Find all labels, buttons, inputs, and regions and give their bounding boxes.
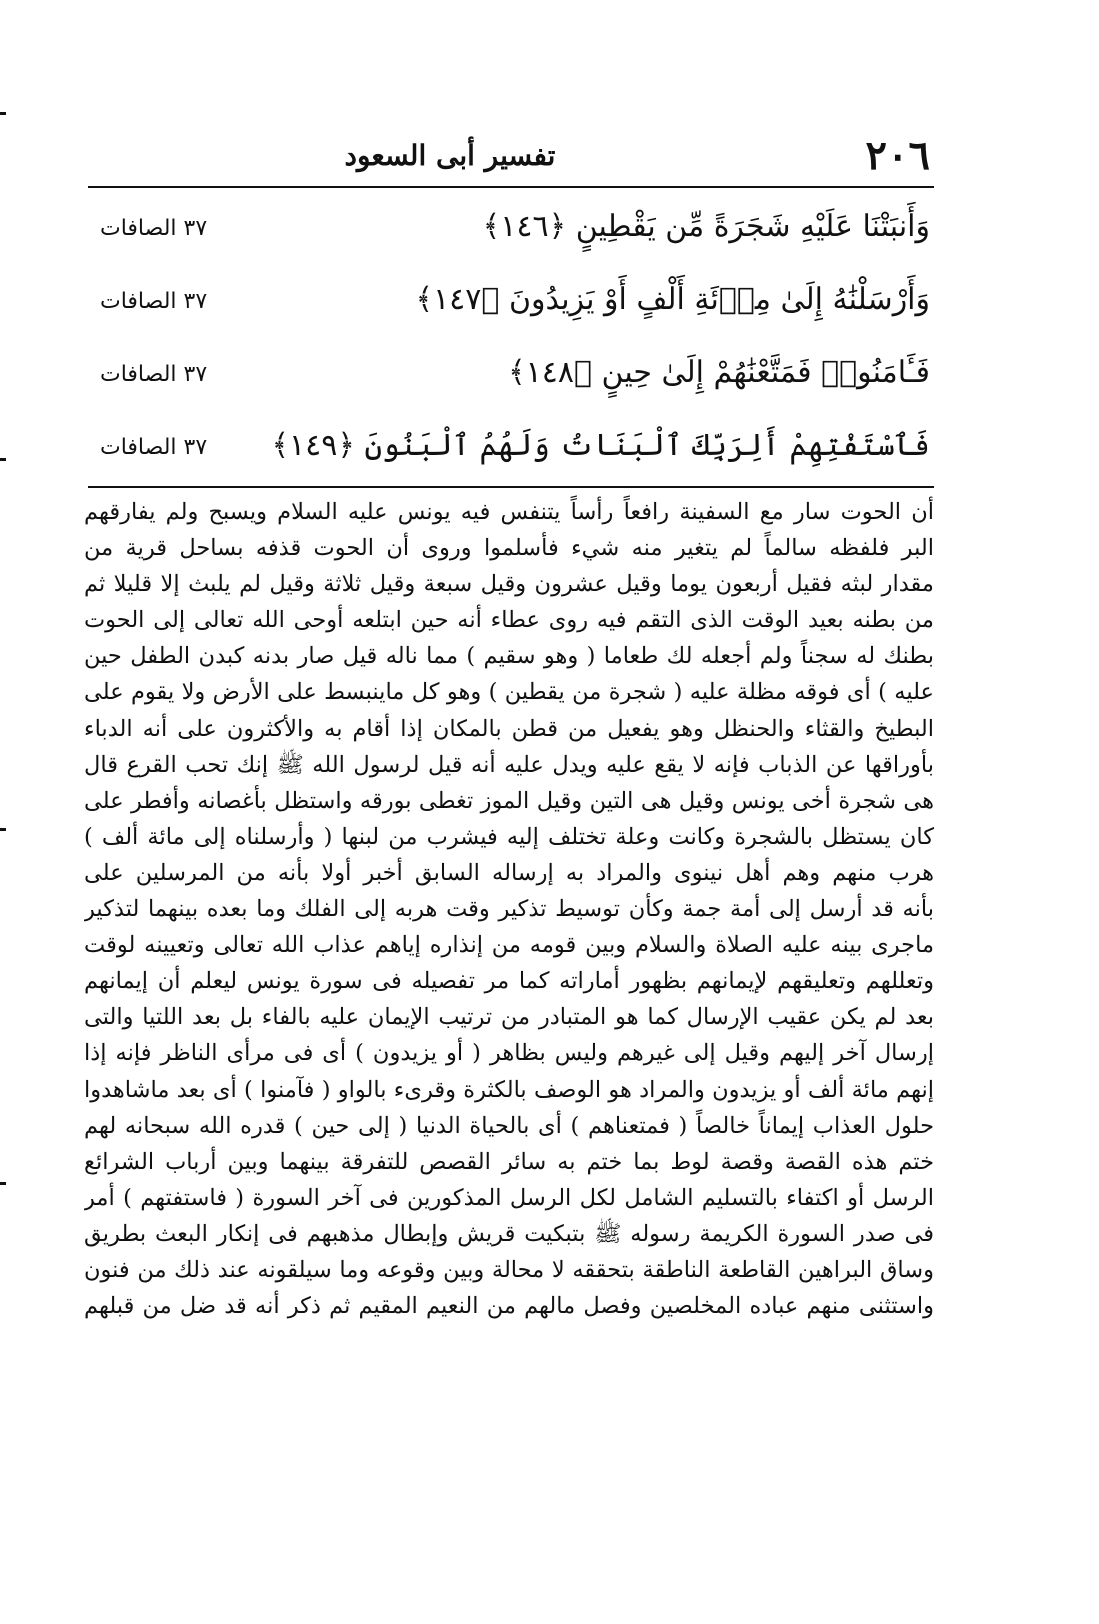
scan-edge-mark (0, 458, 6, 461)
commentary-line (84, 494, 944, 530)
commentary-line (84, 674, 944, 710)
commentary-text: هى شجرة أخى يونس وقيل هى التين وقيل الموز تغطى بورقه واستظل بأغصانه وأفطر على (84, 787, 934, 814)
commentary-text: حلول العذاب إيماناً خالصاً ( فمتعناهم ) أى بالحياة الدنيا ( إلى حين ) قدره الله سبحانه لهم (84, 1112, 934, 1139)
commentary-line (84, 783, 944, 819)
commentary-line (84, 855, 944, 891)
verse-row (100, 192, 930, 265)
commentary-text: مقدار لبثه فقيل أربعون يوما وقيل عشرون وقيل سبعة وقيل ثلاثة وقيل لم يلبث إلا قليلا ثم (84, 571, 934, 598)
commentary-block (84, 494, 944, 1324)
quran-verses-block (100, 192, 930, 484)
commentary-text: بطنك له سجناً ولم أجعله لك طعاما ( وهو سقيم ) مما ناله قيل صار بدنه كبدن الطفل حين (84, 643, 934, 670)
commentary-text: البر فلفظه سالماً لم يتغير منه شيء فأسلموا وروى أن الحوت قذفه بساحل قرية من (84, 535, 934, 562)
scan-edge-mark (0, 112, 6, 115)
commentary-text: بأوراقها عن الذباب فإنه لا يقع عليه ويدل عليه أنه قيل لرسول الله ﷺ إنك تحب القرع قال (84, 751, 934, 778)
commentary-line (84, 891, 944, 927)
commentary-text: من بطنه بعيد الوقت الذى التقم فيه روى عطاء أنه حين ابتلعه أوحى الله تعالى إلى الحوت (84, 607, 934, 634)
verse-text: وَأَرْسَلْنَٰهُ إِلَىٰ مِا۟ئَةِ أَلْفٍ أَوْ يَزِيدُونَ ﴿١٤٧﴾ (415, 282, 930, 317)
commentary-text: البطيخ والقثاء والحنظل وهو يفعيل من قطن بالمكان إذا أقام به والأكثرون على أنه الدباء (84, 715, 934, 742)
commentary-line (84, 1288, 944, 1324)
commentary-text: إنهم مائة ألف أو يزيدون والمراد هو الوصف بالكثرة وقرىء بالواو ( فآمنوا ) أى بعد ماشاهدوا (84, 1076, 934, 1103)
commentary-text: واستثنى منهم عباده المخلصين وفصل مالهم من النعيم المقيم ثم ذكر أنه قد ضل من قبلهم (84, 1293, 934, 1320)
header-rule (88, 186, 934, 188)
commentary-line (84, 1144, 944, 1180)
commentary-line (84, 711, 944, 747)
commentary-line (84, 1252, 944, 1288)
commentary-line (84, 1108, 944, 1144)
commentary-line (84, 819, 944, 855)
commentary-text: فى صدر السورة الكريمة رسوله ﷺ بتبكيت قريش وإبطال مذهبهم فى إنكار البعث بطريق (84, 1220, 934, 1247)
verse-row (100, 411, 930, 484)
scan-edge-mark (0, 1182, 6, 1185)
verse-reference: ٣٧ الصافات (100, 362, 208, 387)
commentary-line (84, 747, 944, 783)
verse-reference: ٣٧ الصافات (100, 289, 208, 314)
commentary-line (84, 1180, 944, 1216)
commentary-text: الرسل أو اكتفاء بالتسليم الشامل لكل الرسل المذكورين فى آخر السورة ( فاستفتهم ) أمر (84, 1184, 934, 1211)
commentary-line (84, 1072, 944, 1108)
commentary-line (84, 927, 944, 963)
page-number: ٢٠٦ (865, 132, 930, 179)
section-rule (88, 486, 934, 488)
commentary-text: كان يستظل بالشجرة وكانت وعلة تختلف إليه فيشرب من لبنها ( وأرسلناه إلى مائة ألف ) (84, 823, 934, 850)
commentary-text: بعد لم يكن عقيب الإرسال كما هو المتبادر من ترتيب الإيمان عليه بالفاء بل بعد اللتيا والتى (84, 1004, 934, 1031)
commentary-text: إرسال آخر إليهم وقيل إلى غيرهم وليس بظاهر ( أو يزيدون ) أى فى مرأى الناظر فإنه إذا (84, 1040, 934, 1067)
verse-text: وَأَنبَتْنَا عَلَيْهِ شَجَرَةً مِّن يَقْطِينٍ ﴿١٤٦﴾ (482, 209, 930, 244)
running-header (90, 128, 930, 188)
commentary-text: ختم هذه القصة وقصة لوط بما ختم به سائر القصص للتفرقة بينهما وبين أرباب الشرائع (84, 1148, 934, 1175)
verse-reference: ٣٧ الصافات (100, 216, 208, 241)
commentary-line (84, 566, 944, 602)
verse-reference: ٣٧ الصافات (100, 435, 208, 460)
commentary-line (84, 530, 944, 566)
commentary-text: بأنه قد أرسل إلى أمة جمة وكأن توسيط تذكير وقت هربه إلى الفلك وما بعده بينهما لتذكير (84, 896, 934, 923)
commentary-text: وساق البراهين القاطعة الناطقة بتحققه لا محالة وبين وقوعه وما سيلقونه عند ذلك من فنون (84, 1256, 934, 1283)
commentary-text: عليه ) أى فوقه مظلة عليه ( شجرة من يقطين ) وهو كل ماينبسط على الأرض ولا يقوم على (84, 679, 934, 706)
verse-text: فَـَٔامَنُوا۟ فَمَتَّعْنَٰهُمْ إِلَىٰ حِينٍ ﴿١٤٨﴾ (508, 355, 930, 390)
commentary-line (84, 1035, 944, 1071)
commentary-text: ماجرى بينه عليه الصلاة والسلام وبين قومه من إنذاره إياهم عذاب الله تعالى وتعيينه لوقت (84, 932, 934, 959)
verse-row (100, 265, 930, 338)
verse-row (100, 338, 930, 411)
commentary-line (84, 1216, 944, 1252)
commentary-line (84, 963, 944, 999)
commentary-line (84, 602, 944, 638)
commentary-text: هرب منهم وهم أهل نينوى والمراد به إرساله السابق أخبر أولا بأنه من المرسلين على (84, 859, 934, 886)
verse-text: فَٱسْتَفْتِهِمْ أَلِرَبِّكَ ٱلْبَنَاتُ وَلَهُمُ ٱلْبَنُونَ ﴿١٤٩﴾ (271, 428, 930, 463)
commentary-text: أن الحوت سار مع السفينة رافعاً رأساً يتنفس فيه يونس عليه السلام ويسبح ولم يفارقهم (84, 499, 934, 525)
scan-edge-mark (0, 828, 6, 831)
book-title: تفسير أبى السعود (344, 139, 556, 172)
commentary-line (84, 999, 944, 1035)
commentary-text: وتعللهم وتعليقهم لإيمانهم بظهور أماراته كما مر تفصيله فى سورة يونس ليعلم أن إيمانهم (84, 968, 934, 995)
commentary-line (84, 638, 944, 674)
